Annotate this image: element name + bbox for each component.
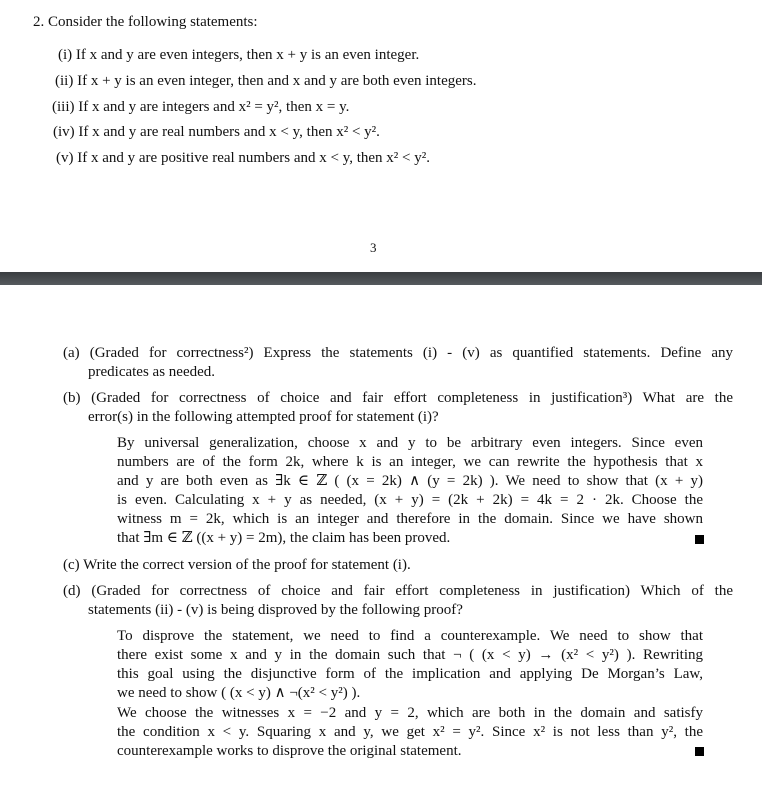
part-c: (c) Write the correct version of the proof for statement (i). bbox=[63, 557, 411, 573]
page-separator bbox=[0, 272, 762, 285]
qed-square-icon bbox=[695, 535, 704, 544]
proof-b-line: numbers are of the form 2k, where k is an integer, we can rewrite the hypothesis that x bbox=[117, 454, 703, 470]
part-a-line2: predicates as needed. bbox=[88, 364, 216, 380]
statement-iii: (iii) If x and y are integers and x² = y², then x = y. bbox=[52, 99, 350, 115]
part-d-line1: (d) (Graded for correctness of choice and fair effort completeness in justification) Which of the bbox=[63, 583, 733, 599]
statement-i: (i) If x and y are even integers, then x + y is an even integer. bbox=[58, 47, 420, 63]
page-number: 3 bbox=[370, 240, 377, 255]
proof-d-line: We choose the witnesses x = −2 and y = 2, which are both in the domain and satisfy bbox=[117, 705, 703, 721]
part-b-line1: (b) (Graded for correctness of choice and fair effort completeness in justification³) What are the bbox=[63, 390, 733, 406]
part-d-line2: statements (ii) - (v) is being disproved by the following proof? bbox=[88, 602, 463, 618]
proof-d-line: To disprove the statement, we need to find a counterexample. We need to show that bbox=[117, 628, 703, 644]
problem-title: 2. Consider the following statements: bbox=[33, 14, 258, 30]
proof-d-line: this goal using the disjunctive form of the implication and applying De Morgan’s Law, bbox=[117, 666, 703, 682]
statement-ii: (ii) If x + y is an even integer, then and x and y are both even integers. bbox=[55, 73, 477, 89]
proof-b-line: witness m = 2k, which is an integer and therefore in the domain. Since we have shown bbox=[117, 511, 703, 527]
statement-v: (v) If x and y are positive real numbers and x < y, then x² < y². bbox=[56, 150, 431, 166]
qed-square-icon bbox=[695, 747, 704, 756]
proof-b-line: is even. Calculating x + y as needed, (x + y) = (2k + 2k) = 4k = 2 · 2k. Choose the bbox=[117, 492, 703, 508]
statement-iv: (iv) If x and y are real numbers and x < y, then x² < y². bbox=[53, 124, 380, 140]
proof-b-line: and y are both even as ∃k ∈ ℤ ( (x = 2k) ∧ (y = 2k) ). We need to show that (x + y) bbox=[117, 473, 703, 489]
proof-d-line: counterexample works to disprove the original statement. bbox=[117, 743, 462, 759]
part-b-line2: error(s) in the following attempted proof for statement (i)? bbox=[88, 409, 439, 425]
proof-b-line: By universal generalization, choose x and y to be arbitrary even integers. Since even bbox=[117, 435, 703, 451]
proof-b-line: that ∃m ∈ ℤ ((x + y) = 2m), the claim has been proved. bbox=[117, 530, 451, 546]
proof-d-line: we need to show ( (x < y) ∧ ¬(x² < y²) ). bbox=[117, 685, 361, 701]
part-a-line1: (a) (Graded for correctness²) Express the statements (i) - (v) as quantified statements. Define any bbox=[63, 345, 733, 361]
proof-d-line: the condition x < y. Squaring x and y, we get x² = y². Since x² is not less than y², the bbox=[117, 724, 703, 740]
proof-d-line: there exist some x and y in the domain such that ¬ ( (x < y) → (x² < y²) ). Rewriting bbox=[117, 647, 703, 663]
